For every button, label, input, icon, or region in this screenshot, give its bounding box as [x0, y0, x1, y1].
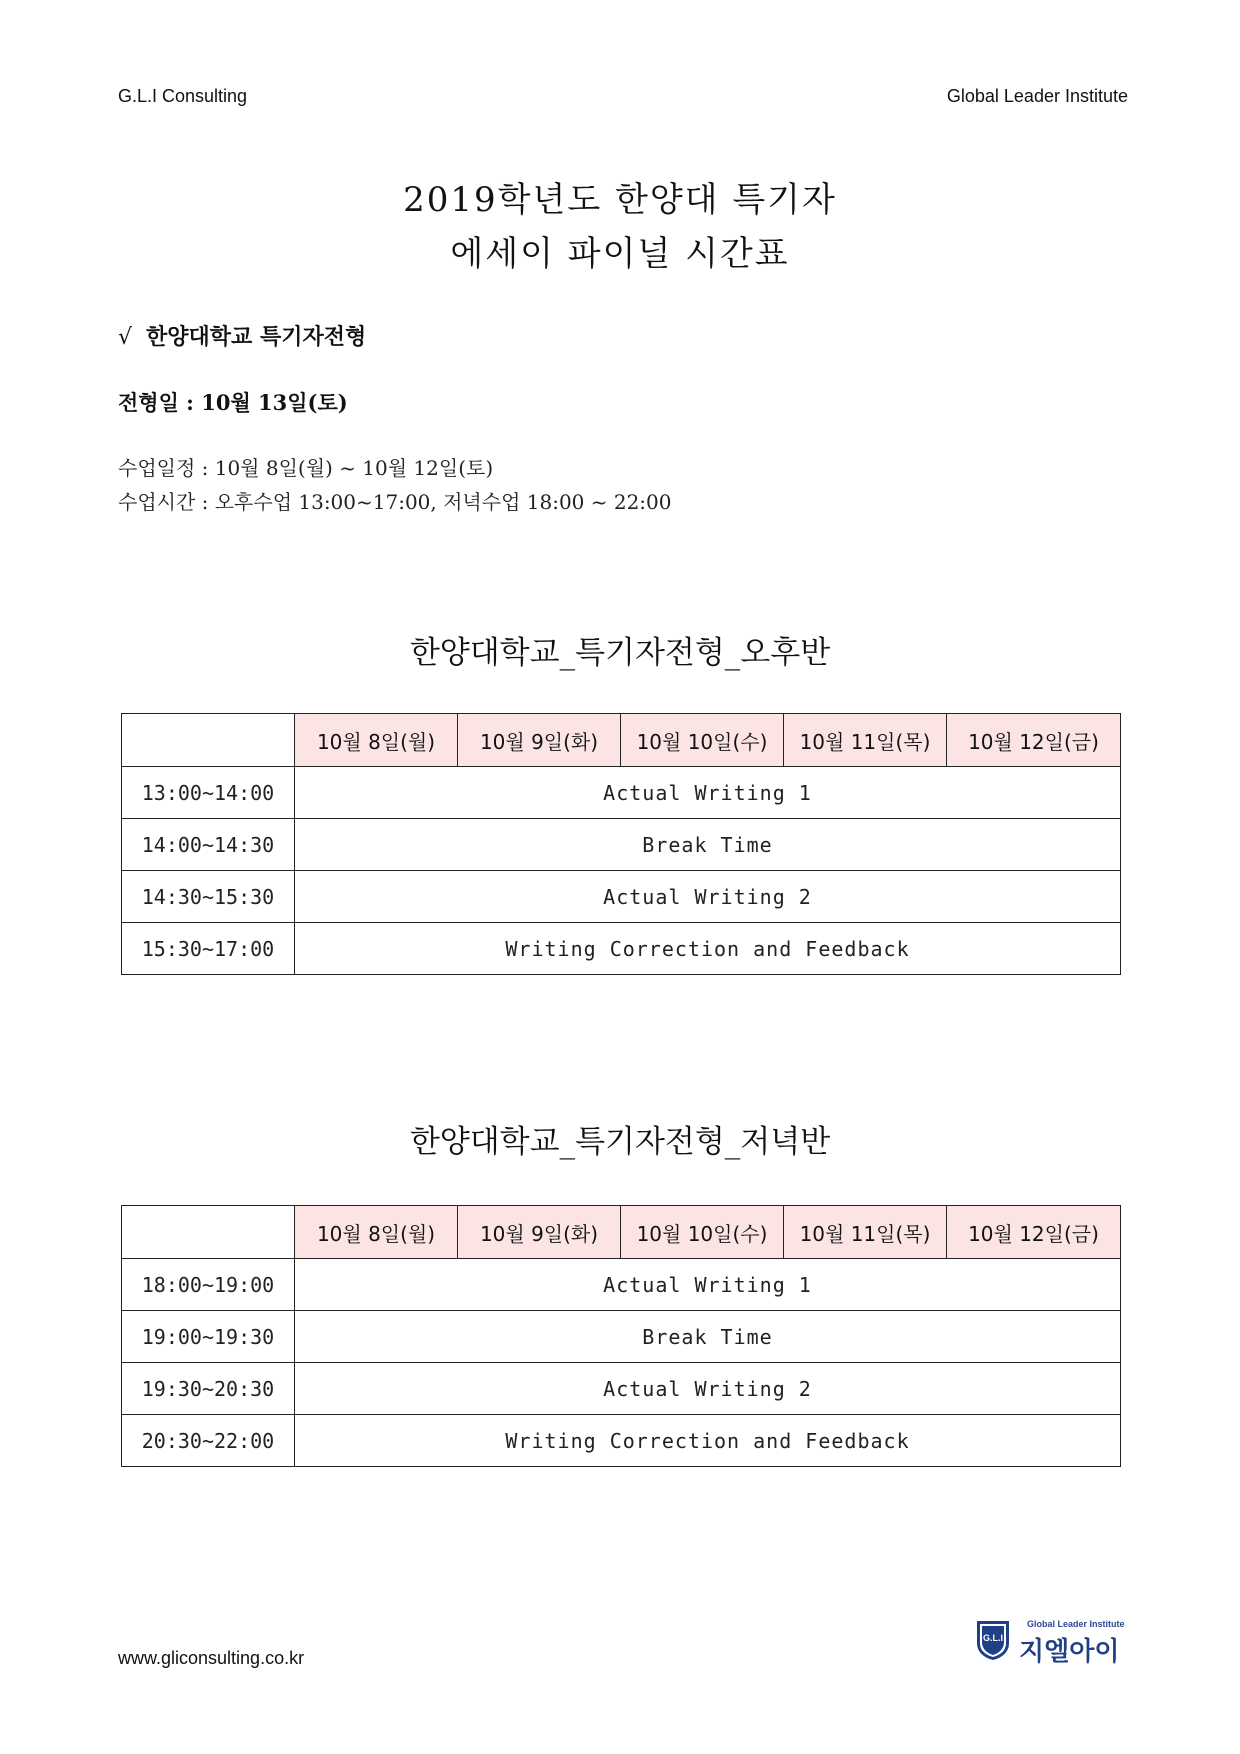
time-cell: 14:00~14:30 — [122, 819, 295, 871]
time-cell: 20:30~22:00 — [122, 1415, 295, 1467]
activity-cell: Actual Writing 1 — [295, 1259, 1121, 1311]
activity-cell: Break Time — [295, 819, 1121, 871]
section-check-label: 한양대학교 특기자전형 — [146, 324, 367, 350]
time-cell: 19:30~20:30 — [122, 1363, 295, 1415]
table-row — [122, 871, 1121, 923]
day-header: 10월 10일(수) — [621, 714, 784, 767]
table-row — [122, 1415, 1121, 1467]
gli-logo — [975, 1617, 1125, 1667]
activity-cell: Actual Writing 1 — [295, 767, 1121, 819]
exam-date: 전형일 : 10월 13일(토) — [118, 390, 348, 415]
table-row — [122, 923, 1121, 975]
day-header: 10월 9일(화) — [458, 714, 621, 767]
logo-tagline: Global Leader Institute — [1027, 1619, 1125, 1629]
shield-icon — [975, 1619, 1011, 1661]
section-check-line — [118, 320, 366, 351]
evening-schedule-table — [121, 1205, 1121, 1467]
class-schedule-info: 수업일정 : 10월 8일(월) ~ 10월 12일(토) — [118, 456, 494, 480]
table-row — [122, 819, 1121, 871]
checkmark-icon: √ — [118, 325, 133, 350]
evening-section-title: 한양대학교_특기자전형_저녁반 — [409, 1124, 831, 1160]
day-header: 10월 9일(화) — [458, 1206, 621, 1259]
table-row — [122, 767, 1121, 819]
document-title-line1: 2019학년도 한양대 특기자 — [403, 180, 837, 220]
activity-cell: Actual Writing 2 — [295, 1363, 1121, 1415]
corner-cell — [122, 714, 295, 767]
activity-cell: Actual Writing 2 — [295, 871, 1121, 923]
day-header: 10월 12일(금) — [947, 714, 1121, 767]
day-header: 10월 8일(월) — [295, 714, 458, 767]
activity-cell: Break Time — [295, 1311, 1121, 1363]
afternoon-schedule-table — [121, 713, 1121, 975]
activity-cell: Writing Correction and Feedback — [295, 923, 1121, 975]
header-left-text: G.L.I Consulting — [118, 86, 248, 106]
class-time-info: 수업시간 : 오후수업 13:00~17:00, 저녁수업 18:00 ~ 22:00 — [118, 490, 672, 514]
day-header: 10월 10일(수) — [621, 1206, 784, 1259]
day-header: 10월 11일(목) — [784, 1206, 947, 1259]
table-row — [122, 1363, 1121, 1415]
table-row — [122, 1259, 1121, 1311]
day-header: 10월 11일(목) — [784, 714, 947, 767]
table-header-row — [122, 714, 1121, 767]
header-right-text: Global Leader Institute — [946, 86, 1128, 106]
day-header: 10월 12일(금) — [947, 1206, 1121, 1259]
shield-text: G.L.I — [983, 1633, 1003, 1643]
time-cell: 18:00~19:00 — [122, 1259, 295, 1311]
time-cell: 14:30~15:30 — [122, 871, 295, 923]
table-header-row — [122, 1206, 1121, 1259]
afternoon-section-title: 한양대학교_특기자전형_오후반 — [409, 635, 831, 671]
time-cell: 19:00~19:30 — [122, 1311, 295, 1363]
document-title-line2: 에세이 파이널 시간표 — [450, 234, 790, 274]
day-header: 10월 8일(월) — [295, 1206, 458, 1259]
logo-korean-text: 지엘아이 — [1019, 1637, 1120, 1667]
time-cell: 13:00~14:00 — [122, 767, 295, 819]
activity-cell: Writing Correction and Feedback — [295, 1415, 1121, 1467]
corner-cell — [122, 1206, 295, 1259]
footer-url: www.gliconsulting.co.kr — [118, 1648, 305, 1668]
table-row — [122, 1311, 1121, 1363]
time-cell: 15:30~17:00 — [122, 923, 295, 975]
